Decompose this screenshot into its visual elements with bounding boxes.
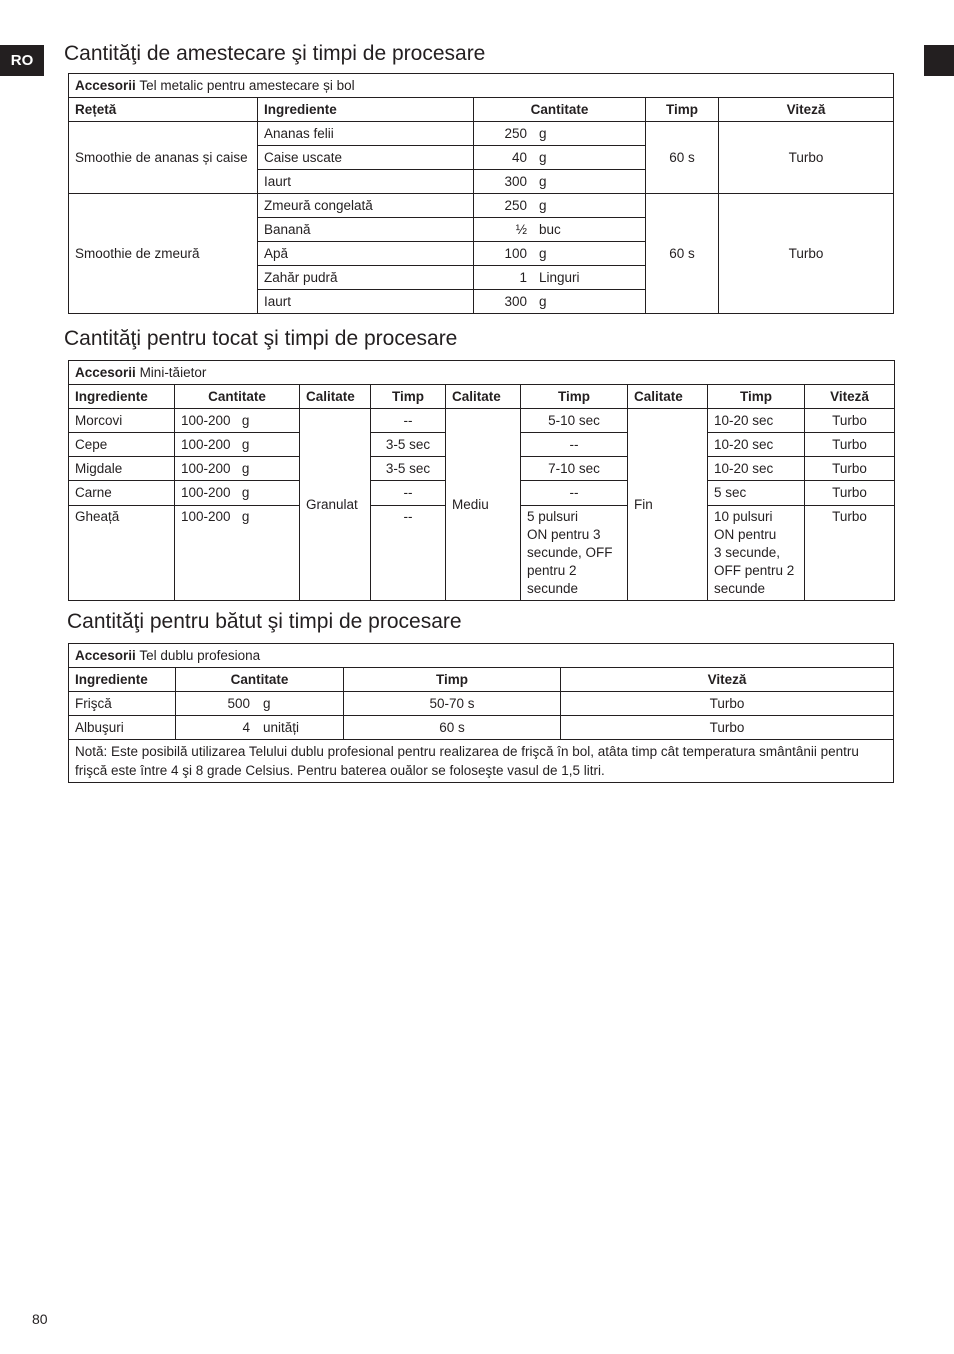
speed-cell: Turbo <box>561 716 894 740</box>
recipe-name: Smoothie de zmeură <box>69 194 258 314</box>
note-line: Notă: Este posibilă utilizarea Telului dublu profesional pentru realizarea de frişcă în bol, atâta timp cât temperatura smântânii pentru <box>75 744 859 759</box>
quantity-cell <box>474 194 646 218</box>
header-quality: Calitate <box>300 385 371 409</box>
time-line: ON pentru <box>714 527 777 542</box>
time-cell: -- <box>371 481 446 506</box>
speed-cell: Turbo <box>805 433 895 457</box>
ingredient-cell: Albuşuri <box>69 716 176 740</box>
speed-cell: Turbo <box>805 409 895 433</box>
time-cell: 3-5 sec <box>371 457 446 481</box>
time-line: 3 secunde, <box>714 545 781 560</box>
quantity-unit: g <box>241 509 250 524</box>
ingredient-cell: Cepe <box>69 433 175 457</box>
table-row <box>69 716 894 740</box>
quantity-unit: g <box>263 695 271 711</box>
table-header-row <box>69 385 895 409</box>
quantity-unit: g <box>241 412 250 428</box>
quantity-unit: g <box>539 125 547 141</box>
time-line: secunde <box>527 581 579 596</box>
time-cell: 5-10 sec <box>521 409 628 433</box>
quantity-unit: g <box>539 245 547 261</box>
accessory-row <box>69 361 895 385</box>
speed-cell: Turbo <box>719 122 894 194</box>
time-line: 5 pulsuri <box>527 509 579 524</box>
ingredient-cell: Frişcă <box>69 692 176 716</box>
corner-marker <box>924 45 954 76</box>
quantity-unit: unități <box>263 719 300 735</box>
speed-cell: Turbo <box>805 506 895 601</box>
header-time: Timp <box>344 668 561 692</box>
quantity-unit: buc <box>539 221 561 237</box>
header-time: Timp <box>521 385 628 409</box>
header-ingredients: Ingrediente <box>258 98 474 122</box>
header-time: Timp <box>708 385 805 409</box>
time-cell-multiline <box>708 506 805 601</box>
time-cell: 3-5 sec <box>371 433 446 457</box>
quantity-value: 500 <box>227 695 250 711</box>
quantity-unit: g <box>241 485 250 500</box>
quantity-cell <box>474 170 646 194</box>
note-row <box>69 740 894 783</box>
note-line: frişcă este între 4 şi 8 grade Celsius. Pentru baterea ouălor se foloseşte vasul de 1,5 litri. <box>75 763 605 778</box>
header-quality: Calitate <box>446 385 521 409</box>
accessory-value: Tel dublu profesiona <box>139 647 261 663</box>
quantity-unit: Linguri <box>539 269 580 285</box>
page-number: 80 <box>32 1311 48 1327</box>
quantity-unit: g <box>539 149 547 165</box>
quantity-unit: g <box>539 293 547 309</box>
speed-cell: Turbo <box>561 692 894 716</box>
ingredient-cell: Zahăr pudră <box>258 266 474 290</box>
time-line: ON pentru 3 <box>527 527 601 542</box>
section-title-whisking: Cantităţi pentru bătut şi timpi de procesare <box>67 610 462 633</box>
header-speed: Viteză <box>805 385 895 409</box>
header-quantity: Cantitate <box>175 385 300 409</box>
time-line: secunde, OFF <box>527 545 613 560</box>
time-line: 10 pulsuri <box>714 509 773 524</box>
header-speed: Viteză <box>561 668 894 692</box>
time-line: secunde <box>714 581 766 596</box>
time-cell: 60 s <box>344 716 561 740</box>
header-ingredients: Ingrediente <box>69 385 175 409</box>
quantity-value: 250 <box>504 197 527 213</box>
header-ingredients: Ingrediente <box>69 668 176 692</box>
quantity-cell <box>474 266 646 290</box>
quantity-cell <box>175 433 300 457</box>
accessory-label: Accesorii <box>75 77 136 93</box>
quantity-value: 100-200 <box>181 412 231 428</box>
recipe-name: Smoothie de ananas și caise <box>69 122 258 194</box>
time-cell: 50-70 s <box>344 692 561 716</box>
table-row <box>69 692 894 716</box>
quantity-value: 100-200 <box>181 460 231 476</box>
mixing-table <box>68 73 894 314</box>
quantity-value: 100 <box>504 245 527 261</box>
quality-mediu: Mediu <box>446 409 521 601</box>
ingredient-cell: Zmeură congelată <box>258 194 474 218</box>
ingredient-cell: Apă <box>258 242 474 266</box>
table-header-row <box>69 98 894 122</box>
time-cell-multiline <box>521 506 628 601</box>
ingredient-cell: Iaurt <box>258 170 474 194</box>
time-cell: -- <box>371 409 446 433</box>
quantity-value: ½ <box>515 221 527 237</box>
quantity-cell <box>175 409 300 433</box>
speed-cell: Turbo <box>805 457 895 481</box>
quantity-value: 300 <box>504 173 527 189</box>
header-quality: Calitate <box>628 385 708 409</box>
section-title-chopping: Cantităţi pentru tocat şi timpi de procesare <box>64 327 458 350</box>
ingredient-cell: Ananas felii <box>258 122 474 146</box>
quantity-value: 250 <box>504 125 527 141</box>
quantity-value: 300 <box>504 293 527 309</box>
language-code: RO <box>10 52 34 69</box>
quantity-unit: g <box>241 460 250 476</box>
header-recipe: Rețetă <box>69 98 258 122</box>
ingredient-cell: Migdale <box>69 457 175 481</box>
time-cell: 60 s <box>646 194 719 314</box>
quantity-cell <box>176 716 344 740</box>
quantity-cell <box>474 242 646 266</box>
chopping-table <box>68 360 895 601</box>
quantity-value: 4 <box>242 719 250 735</box>
quantity-cell <box>474 146 646 170</box>
header-speed: Viteză <box>719 98 894 122</box>
accessory-row <box>69 644 894 668</box>
quality-granulat: Granulat <box>300 409 371 601</box>
time-line: pentru 2 <box>527 563 577 578</box>
ingredient-cell: Carne <box>69 481 175 506</box>
accessory-label: Accesorii <box>75 647 136 663</box>
quantity-cell <box>474 218 646 242</box>
time-cell: -- <box>521 481 628 506</box>
quantity-unit: g <box>539 197 547 213</box>
ingredient-cell: Gheață <box>69 506 175 601</box>
quantity-value: 1 <box>519 269 527 285</box>
time-cell: 7-10 sec <box>521 457 628 481</box>
quantity-cell <box>175 506 300 601</box>
table-header-row <box>69 668 894 692</box>
accessory-row <box>69 74 894 98</box>
time-cell: 10-20 sec <box>708 409 805 433</box>
quantity-cell <box>175 481 300 506</box>
quality-fin: Fin <box>628 409 708 601</box>
whisking-table <box>68 643 894 783</box>
quantity-unit: g <box>539 173 547 189</box>
ingredient-cell: Morcovi <box>69 409 175 433</box>
ingredient-cell: Iaurt <box>258 290 474 314</box>
header-quantity: Cantitate <box>176 668 344 692</box>
quantity-cell <box>474 290 646 314</box>
speed-cell: Turbo <box>805 481 895 506</box>
time-cell: 5 sec <box>708 481 805 506</box>
time-cell: -- <box>521 433 628 457</box>
speed-cell: Turbo <box>719 194 894 314</box>
table-row <box>69 194 894 218</box>
accessory-value: Tel metalic pentru amestecare și bol <box>139 77 355 93</box>
header-quantity: Cantitate <box>474 98 646 122</box>
time-line: OFF pentru 2 <box>714 563 795 578</box>
ingredient-cell: Caise uscate <box>258 146 474 170</box>
header-time: Timp <box>371 385 446 409</box>
ingredient-cell: Banană <box>258 218 474 242</box>
accessory-value: Mini-tăietor <box>139 364 207 380</box>
quantity-value: 100-200 <box>181 509 231 524</box>
time-cell: -- <box>371 506 446 601</box>
quantity-value: 100-200 <box>181 485 231 500</box>
section-title-mixing: Cantităţi de amestecare şi timpi de procesare <box>64 42 486 65</box>
quantity-value: 40 <box>511 149 527 165</box>
quantity-cell <box>175 457 300 481</box>
header-time: Timp <box>646 98 719 122</box>
quantity-value: 100-200 <box>181 436 231 452</box>
time-cell: 60 s <box>646 122 719 194</box>
language-tab <box>0 45 44 76</box>
quantity-cell <box>176 692 344 716</box>
quantity-unit: g <box>241 436 250 452</box>
time-cell: 10-20 sec <box>708 457 805 481</box>
note-cell <box>69 740 894 783</box>
accessory-label: Accesorii <box>75 364 136 380</box>
table-row <box>69 122 894 146</box>
table-row <box>69 409 895 433</box>
quantity-cell <box>474 122 646 146</box>
time-cell: 10-20 sec <box>708 433 805 457</box>
